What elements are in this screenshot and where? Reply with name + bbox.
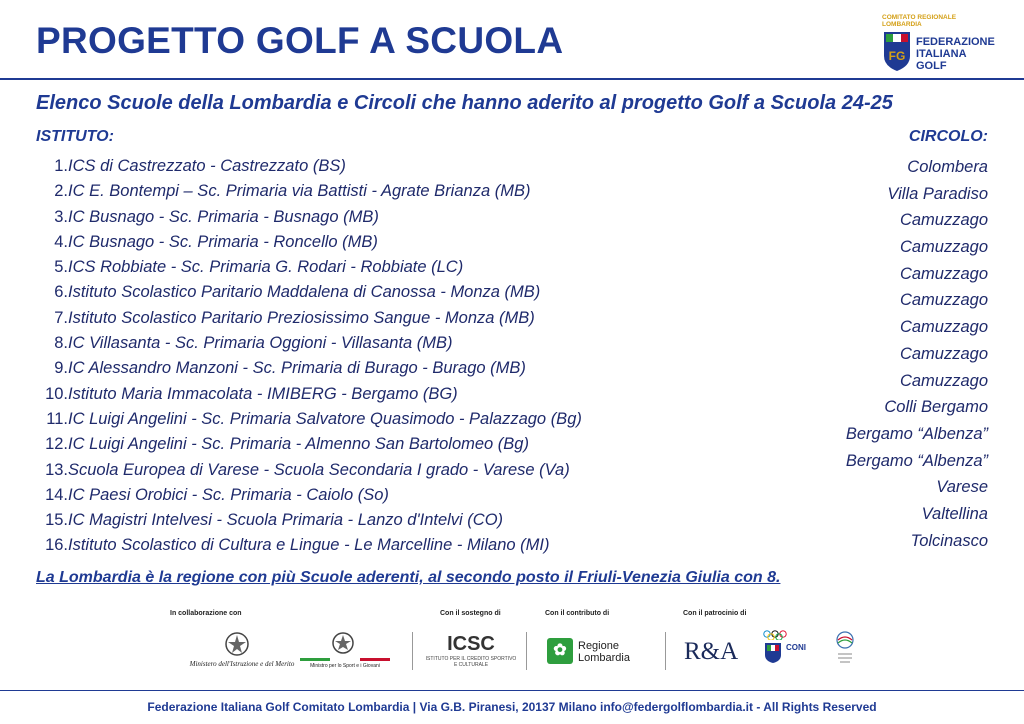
summary-note: La Lombardia è la regione con più Scuole aderenti, al secondo posto il Friuli-Venezia Giulia con 8. [36, 569, 781, 586]
paralympic-logo [832, 630, 860, 670]
school-number: 4. [54, 232, 68, 251]
circle-row: Camuzzago [899, 238, 988, 257]
school-row [36, 208, 582, 233]
coni-shield-icon [764, 642, 782, 664]
circle-row: Bergamo “Albenza” [845, 424, 988, 443]
circle-row: Camuzzago [899, 344, 988, 363]
page-subtitle: Elenco Scuole della Lombardia e Circoli che hanno aderito al progetto Golf a Scuola 24-25 [36, 92, 893, 114]
circle-row: Camuzzago [899, 318, 988, 337]
school-number: 5. [54, 258, 68, 277]
column-header-istituto: ISTITUTO: [36, 128, 114, 145]
school-row [36, 486, 582, 511]
school-row [36, 359, 582, 384]
school-name: IC Busnago - Sc. Primaria - Busnago (MB) [68, 207, 379, 226]
school-number: 1. [54, 157, 68, 175]
circle-row: Camuzzago [899, 264, 988, 283]
emblem-icon [222, 630, 252, 658]
school-row [36, 283, 582, 308]
circle-row: Villa Paradiso [887, 184, 988, 203]
logo-committee-text: COMITATO REGIONALE LOMBARDIA [882, 14, 957, 28]
school-row [36, 536, 582, 561]
school-number: 12. [45, 435, 68, 454]
school-name: Istituto Scolastico di Cultura e Lingue - Le Marcelline - Milano (MI) [68, 536, 550, 555]
circle-row: Camuzzago [899, 291, 988, 310]
school-name: IC Paesi Orobici - Sc. Primaria - Caiolo (So) [68, 485, 389, 504]
svg-text:FG: FG [888, 49, 906, 63]
school-number: 14. [45, 485, 68, 504]
collab-label: In collaborazione con [170, 610, 242, 617]
school-name: IC Luigi Angelini - Sc. Primaria - Almenno San Bartolomeo (Bg) [68, 435, 529, 454]
partner-divider [526, 632, 527, 670]
school-number: 3. [54, 207, 68, 226]
school-row [36, 511, 582, 536]
contrib-label: Con il contributo di [545, 610, 610, 617]
school-name: Scuola Europea di Varese - Scuola Secondaria I grado - Varese (Va) [68, 460, 570, 479]
school-name: IC Villasanta - Sc. Primaria Oggioni - Villasanta (MB) [68, 334, 453, 353]
school-row [36, 385, 582, 410]
school-row [36, 435, 582, 460]
circle-row: Varese [936, 478, 988, 497]
partner-divider [412, 632, 413, 670]
school-name: Istituto Scolastico Paritario Preziosissimo Sangue - Monza (MB) [68, 308, 535, 327]
circle-row: Colombera [907, 158, 988, 176]
school-name: IC Busnago - Sc. Primaria - Roncello (MB) [68, 232, 378, 251]
circle-row: Bergamo “Albenza” [845, 451, 988, 470]
icsc-logo: ICSC ISTITUTO PER IL CREDITO SPORTIVO E CULTURALE [425, 633, 517, 668]
header-divider [0, 78, 1024, 80]
school-row [36, 334, 582, 359]
school-number: 16. [45, 536, 68, 555]
school-number: 11. [46, 409, 68, 428]
circle-row: Tolcinasco [910, 531, 988, 550]
school-number: 6. [54, 283, 68, 302]
school-row [36, 182, 582, 207]
regione-lombardia-logo: ✿ Regione Lombardia [547, 638, 657, 672]
ministry-education-logo: Ministero dell'Istruzione e del Merito [172, 630, 312, 670]
page-title: PROGETTO GOLF A SCUOLA [36, 20, 564, 61]
school-name: IC Alessandro Manzoni - Sc. Primaria di Burago - Burago (MB) [68, 359, 526, 378]
school-number: 9. [54, 359, 68, 378]
column-header-circolo: CIRCOLO: [908, 128, 988, 145]
circle-row: Camuzzago [899, 211, 988, 230]
partner-divider [665, 632, 666, 670]
coni-logo: CONI [762, 630, 822, 670]
fig-logo [882, 12, 995, 76]
school-number: 7. [54, 308, 68, 327]
school-row [36, 157, 582, 182]
school-row [36, 258, 582, 283]
school-row [36, 233, 582, 258]
school-number: 10. [45, 384, 68, 403]
school-row [36, 410, 582, 435]
circle-row: Camuzzago [899, 371, 988, 390]
footer-divider [0, 690, 1024, 691]
school-number: 15. [45, 511, 68, 530]
emblem-icon [330, 630, 356, 656]
regione-icon: ✿ [547, 638, 573, 664]
school-name: IC Magistri Intelvesi - Scuola Primaria - Lanzo d'Intelvi (CO) [68, 511, 504, 530]
paralympic-icon [832, 630, 858, 666]
school-name: Istituto Maria Immacolata - IMIBERG - Bergamo (BG) [68, 384, 458, 403]
circle-row: Valtellina [921, 504, 988, 523]
shield-icon [882, 30, 912, 72]
footer-text: Federazione Italiana Golf Comitato Lombardia | Via G.B. Piranesi, 20137 Milano info@federgolflombardia.it - All Rights Reserved [147, 700, 877, 714]
circle-list [846, 158, 988, 558]
school-number: 8. [54, 334, 68, 353]
school-row [36, 461, 582, 486]
ra-logo: R&A [684, 638, 739, 665]
school-name: IC E. Bontempi – Sc. Primaria via Battisti - Agrate Brianza (MB) [68, 182, 531, 201]
circle-row: Colli Bergamo [884, 398, 988, 417]
support-label: Con il sostegno di [440, 610, 501, 617]
school-name: ICS di Castrezzato - Castrezzato (BS) [68, 157, 346, 175]
school-row [36, 309, 582, 334]
olympic-rings-icon [762, 630, 788, 640]
school-number: 13. [45, 460, 68, 479]
school-name: ICS Robbiate - Sc. Primaria G. Rodari - Robbiate (LC) [68, 258, 464, 277]
school-number: 2. [54, 182, 68, 201]
ministry-sport-logo: Ministro per lo Sport e i Giovani [300, 630, 390, 670]
school-name: Istituto Scolastico Paritario Maddalena di Canossa - Monza (MB) [68, 283, 541, 302]
school-list [36, 157, 582, 562]
school-name: IC Luigi Angelini - Sc. Primaria Salvatore Quasimodo - Palazzago (Bg) [68, 409, 582, 428]
patron-label: Con il patrocinio di [683, 610, 747, 617]
logo-federation-text: FEDERAZIONE ITALIANA GOLF [916, 36, 995, 72]
